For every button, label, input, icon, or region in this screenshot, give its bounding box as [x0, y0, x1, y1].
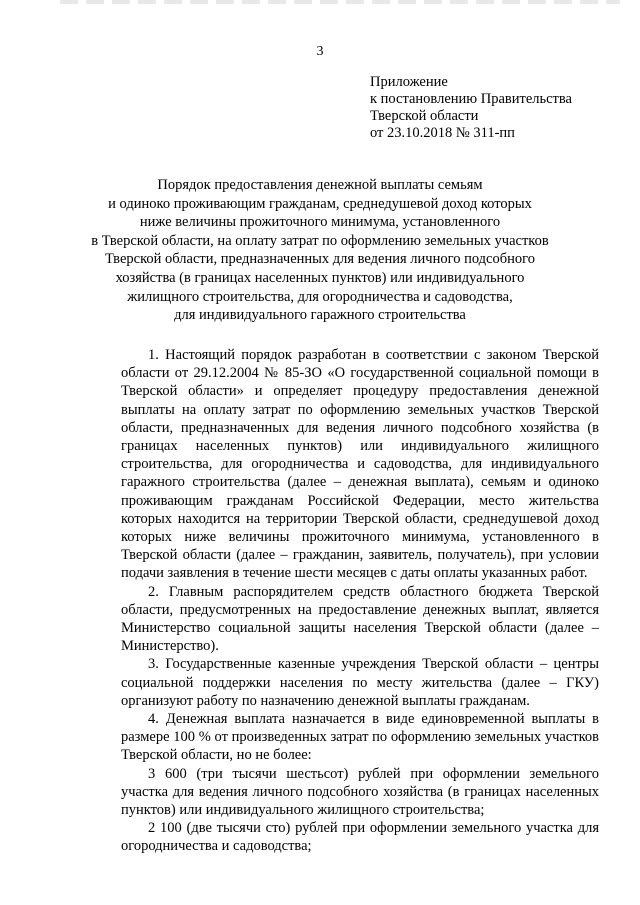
title-line: Порядок предоставления денежной выплаты семьям — [157, 177, 483, 193]
title-line: хозяйства (в границах населенных пунктов) или индивидуального — [115, 269, 525, 286]
appendix-block — [370, 74, 630, 142]
paragraph: 3 600 (три тысячи шестьсот) рублей при оформлении земельного участка для ведения личного подсобного хозяйства (в границах населенных пунктов) или индивидуального жилищного строительства; — [121, 765, 599, 819]
title-line: в Тверской области, на оплату затрат по оформлению земельных участков — [91, 232, 549, 249]
page-number: 3 — [316, 44, 324, 59]
title-line: для индивидуального гаражного строительства — [174, 307, 466, 324]
title-line: ниже величины прожиточного минимума, установленного — [139, 214, 501, 231]
paragraph: 3. Государственные казенные учреждения Тверской области – центры социальной поддержки населения по месту жительства (далее – ГКУ) организуют работу по назначению денежной выплаты гражданам. — [121, 656, 599, 709]
appendix-line: Приложение — [370, 74, 448, 90]
document-title — [80, 176, 560, 325]
appendix-line: от 23.10.2018 № 311-пп — [370, 125, 515, 141]
paragraph: 1. Настоящий порядок разработан в соответствии с законом Тверской области от 29.12.2004 № 85-ЗО «О государственной социальной помощи в Тверской области» и определяет процедуру предоставления денежной выплаты на оплату затрат по оформлению земельных участков Тверской области, предназначенных для ведения личного подсобного хозяйства (в границах населенных пунктов) или индивидуального жилищного строительства, для огородничества и садоводства, для индивидуального гаражного строительства (далее – денежная выплата), семьям и одиноко проживающим гражданам Российской Федерации, место жительства которых находится на территории Тверской области, среднедушевой доход которых ниже величины прожиточного минимума, установленного в Тверской области (далее – гражданин, заявитель, получатель), при условии подачи заявления в течение шести месяцев с даты оплаты указанных работ. — [121, 347, 599, 582]
appendix-line: к постановлению Правительства — [370, 91, 572, 107]
paragraph: 4. Денежная выплата назначается в виде единовременной выплаты в размере 100 % от произведенных затрат по оформлению земельных участков Тверской области, но не более: — [121, 711, 599, 764]
title-line: жилищного строительства, для огородничества и садоводства, — [127, 288, 513, 305]
paragraph: 2. Главным распорядителем средств областного бюджета Тверской области, предусмотренных на предоставление денежных выплат, является Министерство социальной защиты населения Тверской области (далее – Министерство). — [121, 583, 599, 655]
title-line: и одиноко проживающим гражданам, среднедушевой доход которых — [108, 195, 532, 212]
title-line: Тверской области, предназначенных для ведения личного подсобного — [105, 251, 535, 268]
scan-artifact — [60, 0, 620, 4]
document-body — [121, 346, 599, 856]
appendix-line: Тверской области — [370, 108, 479, 124]
paragraph: 2 100 (две тысячи сто) рублей при оформлении земельного участка для огородничества и садоводства; — [121, 820, 599, 855]
